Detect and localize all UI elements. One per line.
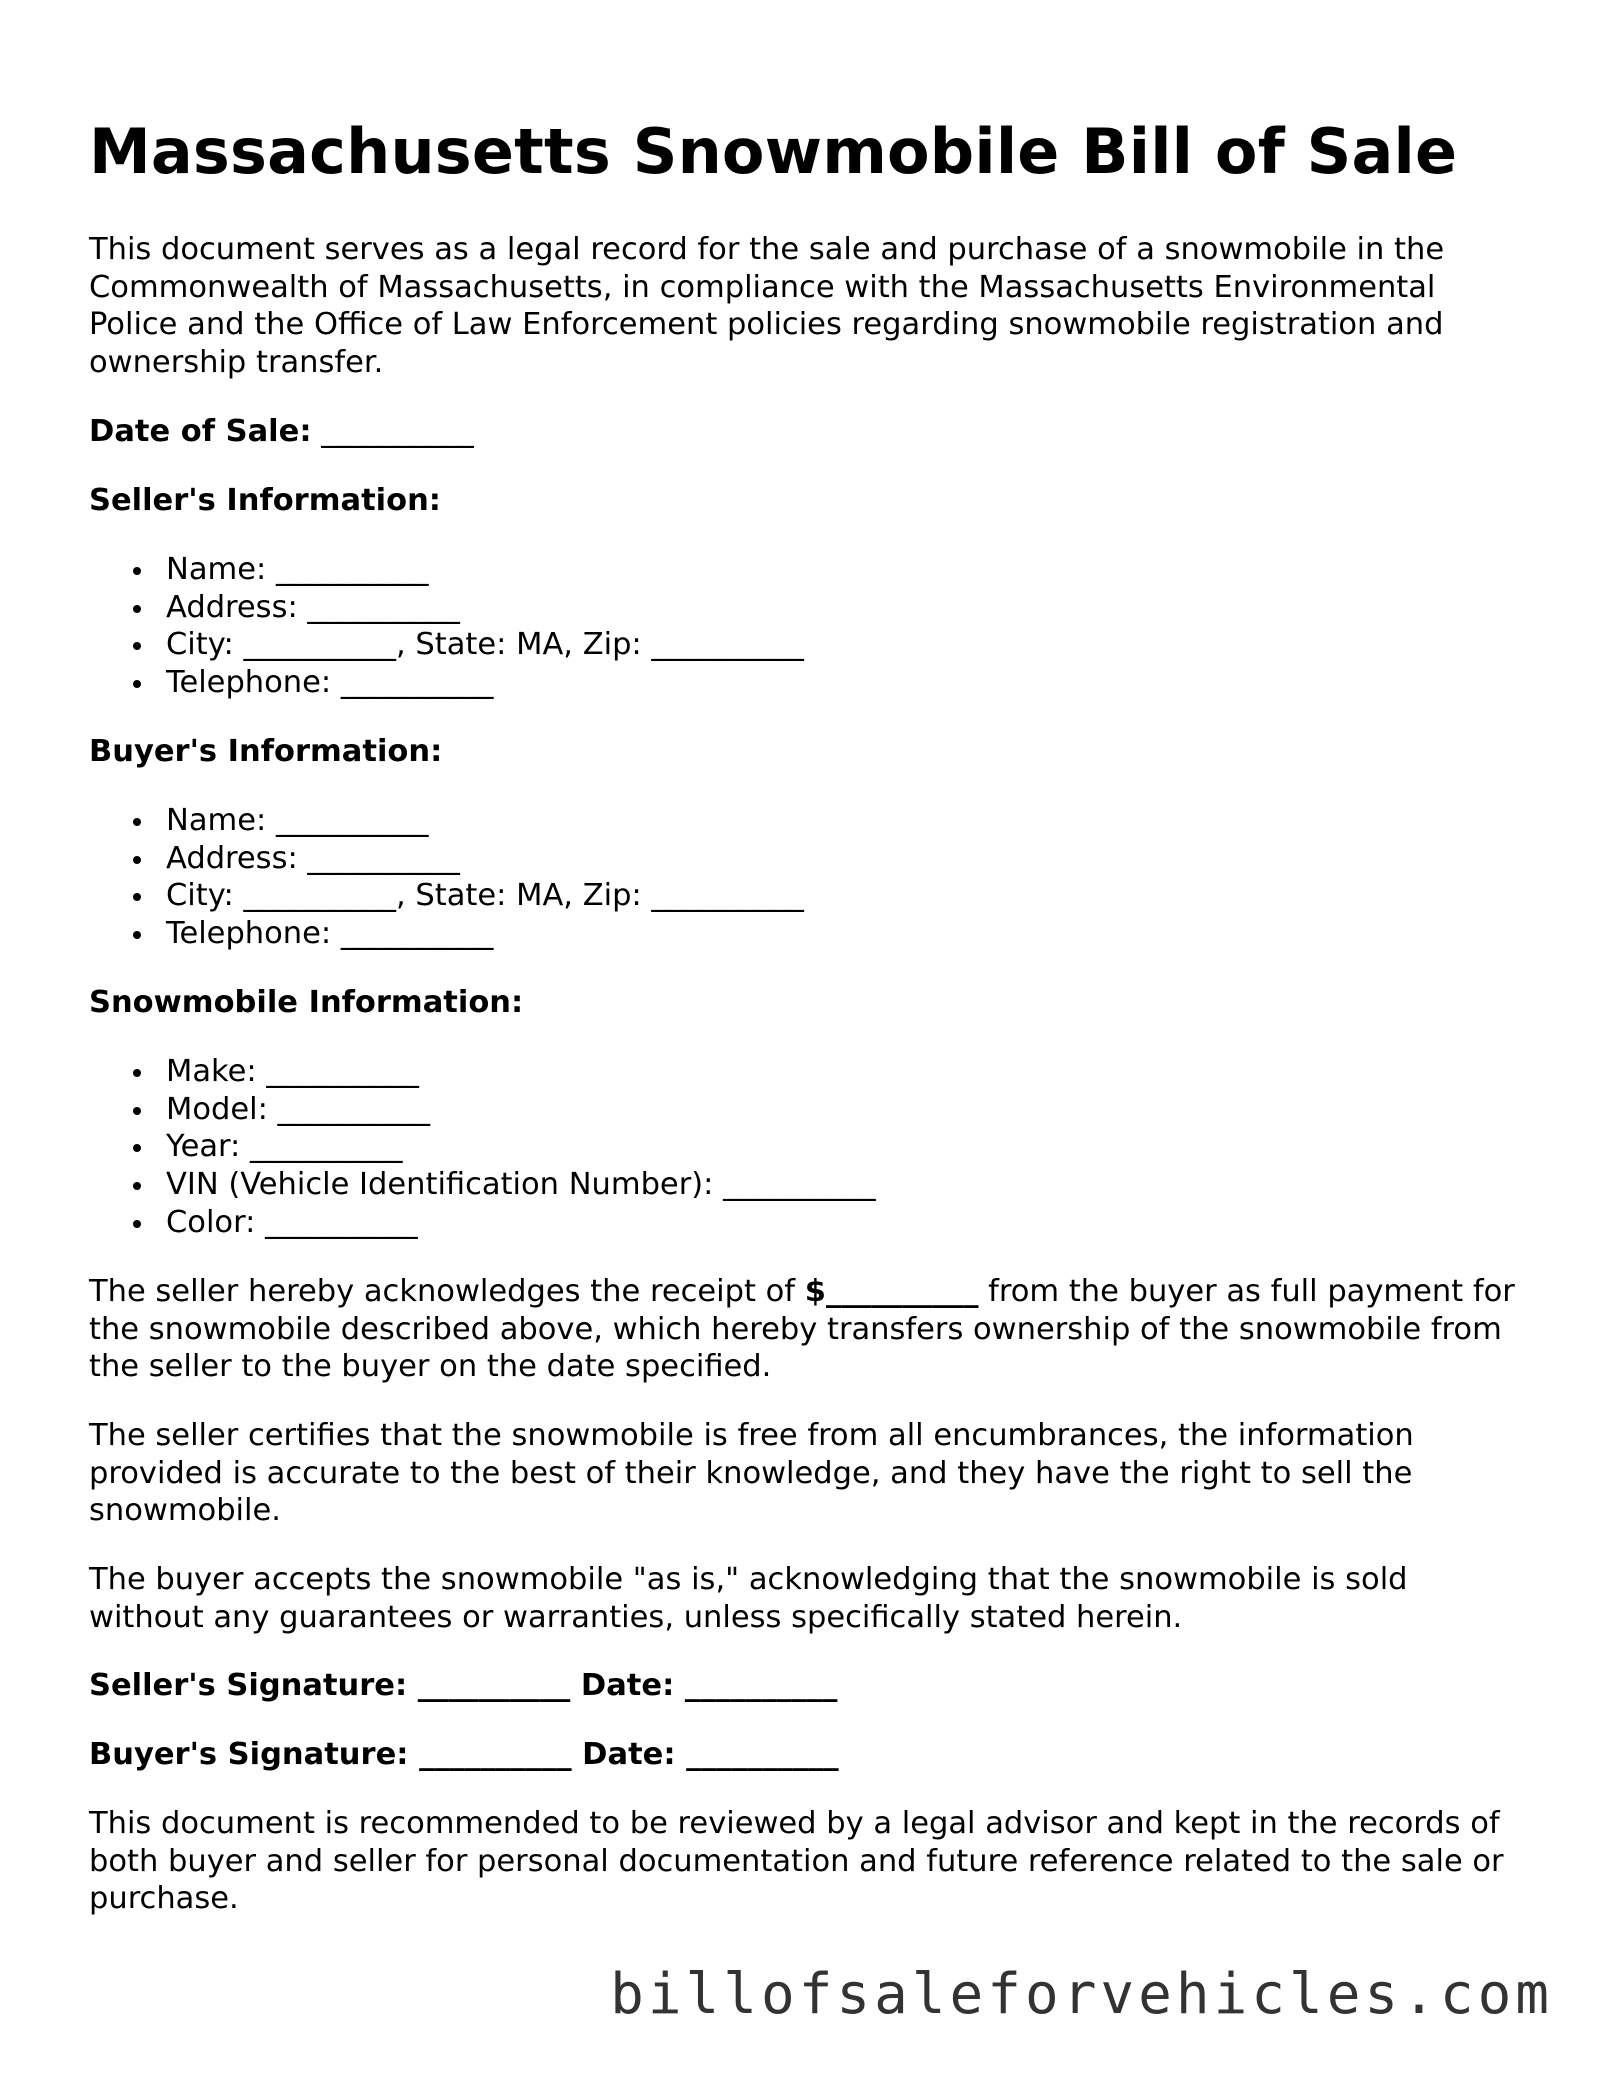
date-of-sale-label: Date of Sale:	[89, 414, 312, 449]
seller-address: Address: __________	[89, 589, 804, 627]
seller-heading: Seller's Information:	[89, 483, 441, 518]
snowmobile-model: Model: __________	[89, 1091, 876, 1129]
snowmobile-heading: Snowmobile Information:	[89, 985, 524, 1020]
footer-watermark: billofsaleforvehicles.com	[610, 1962, 1553, 2027]
snowmobile-make: Make: __________	[89, 1053, 876, 1091]
snowmobile-vin: VIN (Vehicle Identification Number): __________	[89, 1166, 876, 1204]
date-of-sale	[89, 413, 1529, 451]
snowmobile-list	[89, 1053, 876, 1242]
document-title: Massachusetts Snowmobile Bill of Sale	[89, 115, 1458, 188]
seller-telephone: Telephone: __________	[89, 664, 804, 702]
buyer-city: City: __________, State: MA, Zip: __________	[89, 877, 804, 915]
buyer-address: Address: __________	[89, 840, 804, 878]
seller-list	[89, 551, 804, 702]
buyer-telephone: Telephone: __________	[89, 915, 804, 953]
seller-city: City: __________, State: MA, Zip: __________	[89, 626, 804, 664]
payment-amount: $__________	[804, 1274, 979, 1309]
buyer-signature-line: Buyer's Signature: __________ Date: __________	[89, 1737, 839, 1772]
date-of-sale-blank: __________	[321, 414, 474, 449]
buyer-name: Name: __________	[89, 802, 804, 840]
payment-text-before: The seller hereby acknowledges the receipt of	[89, 1274, 805, 1309]
seller-signature-line: Seller's Signature: __________ Date: __________	[89, 1668, 838, 1703]
intro-paragraph: This document serves as a legal record for the sale and purchase of a snowmobile in the Commonwealth of Massachusetts, in compliance with the Massachusetts Environmental Police and the Office of Law Enforcement policies regarding snowmobile registration and ownership transfer.	[89, 232, 1445, 381]
certification-paragraph: The seller certifies that the snowmobile is free from all encumbrances, the information provided is accurate to the best of their knowledge, and they have the right to sell the snowmobile.	[89, 1418, 1414, 1529]
as-is-paragraph: The buyer accepts the snowmobile "as is," acknowledging that the snowmobile is sold without any guarantees or warranties, unless specifically stated herein.	[89, 1562, 1408, 1635]
buyer-heading: Buyer's Information:	[89, 734, 443, 769]
snowmobile-color: Color: __________	[89, 1204, 876, 1242]
seller-name: Name: __________	[89, 551, 804, 589]
payment-paragraph	[89, 1273, 1529, 1386]
buyer-list	[89, 802, 804, 953]
payment-text-after: from the buyer as full payment for the snowmobile described above, which hereby transfers ownership of the snowmobile from the seller to the buyer on the date specified.	[89, 1274, 1515, 1385]
snowmobile-year: Year: __________	[89, 1128, 876, 1166]
closing-paragraph: This document is recommended to be reviewed by a legal advisor and kept in the records of both buyer and seller for personal documentation and future reference related to the sale or purchase.	[89, 1806, 1504, 1917]
